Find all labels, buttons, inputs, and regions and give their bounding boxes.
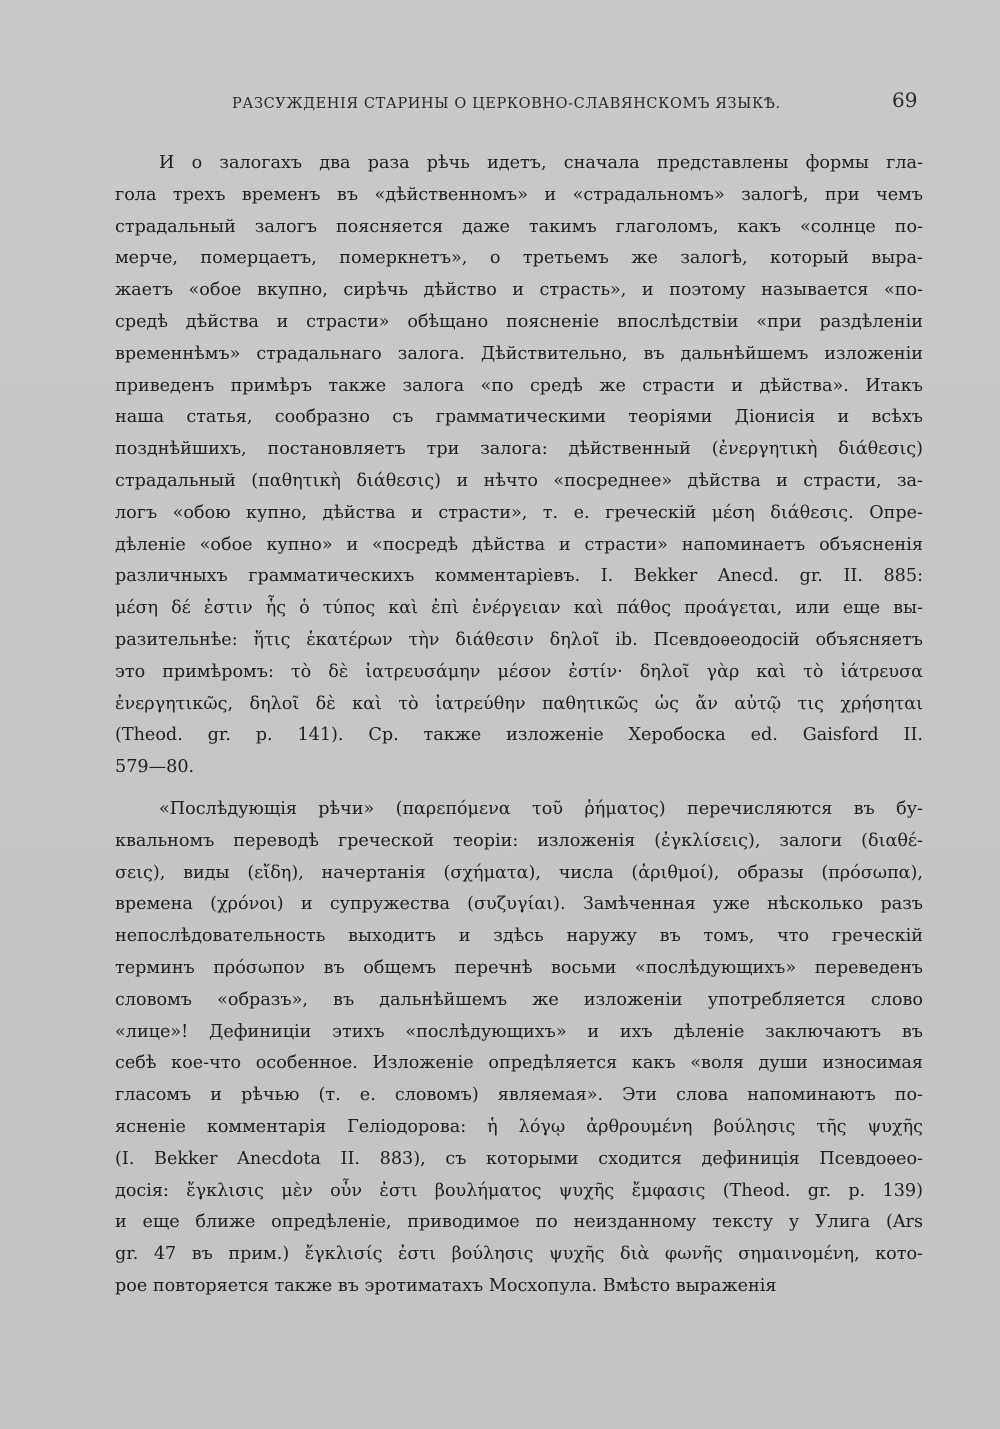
text-line: непослѣдовательность выходитъ и здѣсь наружу въ томъ, что греческій [115, 926, 923, 947]
text-line: временнѣмъ» страдальнаго залога. Дѣйствительно, въ дальнѣйшемъ изложеніи [115, 343, 923, 364]
text-line: терминъ πρόσωπον въ общемъ перечнѣ восьми «послѣдующихъ» переведенъ [115, 957, 923, 978]
text-line: гласомъ и рѣчью (т. е. словомъ) являемая». Эти слова напоминаютъ по- [115, 1085, 923, 1106]
text-line: мерче, померцаетъ, померкнетъ», о третьемъ же залогѣ, который выра- [115, 248, 923, 269]
text-line: страдальный (παθητικὴ διάθεσις) и нѣчто «посреднее» дѣйства и страсти, за- [115, 470, 923, 491]
text-line: себѣ кое-что особенное. Изложеніе опредѣляется какъ «воля души износимая [115, 1053, 923, 1074]
text-line: словомъ «образъ», въ дальнѣйшемъ же изложеніи употребляется слово [115, 989, 923, 1010]
text-line: ясненіе комментарія Геліодорова: ἡ λόγῳ ἀρθρουμένη βούλησις τῆς ψυχῆς [115, 1116, 923, 1137]
text-line: различныхъ грамматическихъ комментаріевъ. I. Bekker Anecd. gr. II. 885: [115, 566, 923, 587]
text-line: наша статья, сообразно съ грамматическими теоріями Діонисія и всѣхъ [115, 407, 923, 428]
page-number: 69 [892, 88, 918, 112]
text-line: μέση δέ ἐστιν ἧς ὁ τύπος καὶ ἐπὶ ἐνέργειαν καὶ πάθος προάγεται, или еще вы- [115, 598, 923, 619]
text-line: 579—80. [115, 757, 195, 778]
body-text [115, 148, 923, 1303]
text-line: времена (χρόνοι) и супружества (συζυγίαι). Замѣченная уже нѣсколько разъ [115, 894, 923, 915]
text-line: разительнѣе: ἥτις ἑκατέρων τὴν διάθεσιν δηλοῖ ib. Псевдоѳеодосій объясняетъ [115, 629, 923, 650]
text-line: σεις), виды (εἴδη), начертанія (σχήματα), числа (ἀριθμοί), образы (πρόσωπα), [115, 862, 923, 883]
text-line: страдальный залогъ поясняется даже такимъ глаголомъ, какъ «солнце по- [115, 216, 923, 237]
text-line: И о залогахъ два раза рѣчь идетъ, сначала представлены формы гла- [159, 153, 923, 173]
text-line: дѣленіе «обое купно» и «посредѣ дѣйства и страсти» напоминаетъ объясненія [115, 534, 923, 555]
text-line: «Послѣдующія рѣчи» (παρεπόμενα τοῦ ῥήματος) перечисляются въ бу- [159, 798, 923, 819]
text-line: позднѣйшихъ, постановляетъ три залога: дѣйственный (ἐνεργητικὴ διάθεσις) [115, 439, 923, 460]
text-line: логъ «обою купно, дѣйства и страсти», т. е. греческій μέση διάθεσις. Опре- [115, 502, 923, 523]
text-line: это примѣромъ: τὸ δὲ ἰατρευσάμην μέσον ἐστίν· δηλοῖ γὰρ καὶ τὸ ἰάτρευσα [115, 661, 923, 682]
text-line: gr. 47 въ прим.) ἔγκλισίς ἐστι βούλησις ψυχῆς διὰ φωνῆς σημαινομένη, кото- [115, 1244, 923, 1265]
text-line: жаетъ «обое вкупно, сирѣчь дѣйство и страсть», и поэтому называется «по- [115, 280, 923, 301]
text-line: (I. Bekker Anecdota II. 883), съ которыми сходится дефиниція Псевдоѳео- [115, 1148, 923, 1169]
text-line: ἐνεργητικῶς, δηλοῖ δὲ καὶ τὸ ἰατρεύθην παθητικῶς ὡς ἄν αὐτῷ τις χρήσηται [115, 693, 923, 714]
running-title: РАЗСУЖДЕНІЯ СТАРИНЫ О ЦЕРКОВНО-СЛАВЯНСКОМЪ ЯЗЫКѢ. [232, 96, 781, 112]
text-line: средѣ дѣйства и страсти» обѣщано поясненіе впослѣдствіи «при раздѣленіи [115, 311, 923, 332]
text-line: рое повторяется также въ эротиматахъ Мосхопула. Вмѣсто выраженія [115, 1275, 777, 1296]
paragraph-gap [115, 784, 923, 794]
text-line: «лице»! Дефиниціи этихъ «послѣдующихъ» и ихъ дѣленіе заключаютъ въ [115, 1021, 923, 1042]
text-line: досія: ἔγκλισις μὲν οὖν ἐστι βουλήματος ψυχῆς ἔμφασις (Theod. gr. p. 139) [115, 1180, 923, 1201]
text-line: квальномъ переводѣ греческой теоріи: изложенія (ἐγκλίσεις), залоги (διαθέ- [115, 830, 923, 851]
text-line: гола трехъ временъ въ «дѣйственномъ» и «страдальномъ» залогѣ, при чемъ [115, 184, 923, 205]
text-line: приведенъ примѣръ также залога «по средѣ же страсти и дѣйства». Итакъ [115, 375, 923, 396]
paragraph [115, 148, 923, 784]
text-line: (Theod. gr. p. 141). Ср. также изложеніе Херобоска ed. Gaisford II. [115, 725, 923, 746]
text-line: и еще ближе опредѣленіе, приводимое по неизданному тексту у Улига (Ars [115, 1212, 923, 1233]
paragraph [115, 794, 923, 1303]
